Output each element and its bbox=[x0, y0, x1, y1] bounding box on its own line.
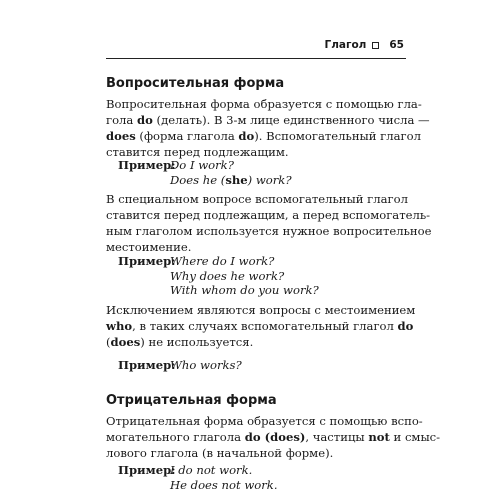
text-segment: ( bbox=[106, 335, 111, 349]
example-line: I do not work. bbox=[170, 463, 253, 477]
text-segment: ставится перед подлежащим, а перед вспомогатель- bbox=[106, 208, 431, 222]
text-segment: местоимение. bbox=[106, 240, 192, 254]
example-label: Пример: bbox=[118, 358, 176, 372]
text-segment: Вопросительная форма образуется с помощью гла- bbox=[106, 97, 422, 111]
text-segment: ным глаголом используется нужное вопросительное bbox=[106, 224, 432, 238]
keyword: does bbox=[110, 335, 141, 349]
example-lines bbox=[170, 158, 292, 187]
example-line: Where do I work? bbox=[170, 254, 275, 268]
keyword: do bbox=[238, 129, 255, 143]
text-segment: ) не используется. bbox=[140, 335, 254, 349]
text-segment: ставится перед подлежащим. bbox=[106, 145, 289, 159]
chapter-title: Глагол bbox=[324, 39, 367, 51]
text-segment: лового глагола (в начальной форме). bbox=[106, 446, 334, 460]
text-segment: ). Вспомогательный глагол bbox=[254, 129, 421, 143]
keyword: do bbox=[137, 113, 153, 127]
example-lines bbox=[170, 463, 278, 492]
text-segment: , в таких случаях вспомогательный глагол bbox=[132, 319, 398, 333]
example-label: Пример: bbox=[118, 463, 176, 477]
keyword: she bbox=[225, 172, 248, 187]
text-line bbox=[106, 302, 416, 318]
section-heading-negative: Отрицательная форма bbox=[106, 393, 277, 408]
example-line: Who works? bbox=[170, 358, 242, 372]
text-segment: гола bbox=[106, 113, 138, 127]
keyword: do (does) bbox=[244, 430, 306, 444]
text-segment: Do I work? bbox=[170, 158, 234, 172]
text-line bbox=[106, 128, 421, 144]
running-header bbox=[106, 36, 406, 59]
example-lines bbox=[170, 254, 319, 298]
square-outline-icon bbox=[372, 42, 379, 49]
text-line bbox=[106, 318, 414, 334]
text-line bbox=[106, 445, 406, 461]
example-label: Пример: bbox=[118, 158, 176, 172]
text-line bbox=[106, 223, 432, 239]
paragraph-negative-intro bbox=[106, 413, 441, 461]
text-segment: Does he ( bbox=[170, 172, 226, 187]
text-line bbox=[106, 413, 423, 429]
text-segment: и смыс- bbox=[389, 430, 441, 444]
section-heading-interrogative: Вопросительная форма bbox=[106, 76, 285, 91]
text-line bbox=[106, 112, 430, 128]
paragraph-special-question bbox=[106, 191, 432, 255]
text-line bbox=[106, 334, 406, 350]
book-page bbox=[106, 36, 441, 492]
example-line: With whom do you work? bbox=[170, 283, 319, 297]
example-lines bbox=[170, 358, 242, 373]
text-segment: Отрицательная форма образуется с помощью вспо- bbox=[106, 414, 423, 428]
page-number: 65 bbox=[389, 39, 404, 51]
text-segment: (форма глагола bbox=[135, 129, 239, 143]
keyword: who bbox=[106, 319, 133, 333]
paragraph-interrogative-intro bbox=[106, 96, 430, 160]
paragraph-exception bbox=[106, 302, 416, 350]
text-segment: Исключением являются вопросы с местоимением bbox=[106, 303, 416, 317]
text-segment: В специальном вопросе вспомогательный глагол bbox=[106, 192, 408, 206]
text-line bbox=[106, 429, 441, 445]
text-line bbox=[106, 191, 406, 207]
example-line bbox=[170, 158, 292, 173]
text-segment: (делать). В 3-м лице единственного числа — bbox=[152, 113, 430, 127]
keyword: does bbox=[106, 129, 136, 143]
keyword: not bbox=[368, 430, 390, 444]
text-line bbox=[106, 239, 406, 255]
example-label: Пример: bbox=[118, 254, 176, 268]
text-segment: ) work? bbox=[247, 172, 292, 187]
text-segment: , частицы bbox=[305, 430, 369, 444]
text-segment: могательного глагола bbox=[106, 430, 245, 444]
text-line bbox=[106, 207, 431, 223]
keyword: do bbox=[397, 319, 414, 333]
example-line: He does not work. bbox=[170, 477, 278, 492]
text-line bbox=[106, 96, 422, 112]
example-line bbox=[170, 173, 292, 188]
example-line: Why does he work? bbox=[170, 268, 285, 283]
